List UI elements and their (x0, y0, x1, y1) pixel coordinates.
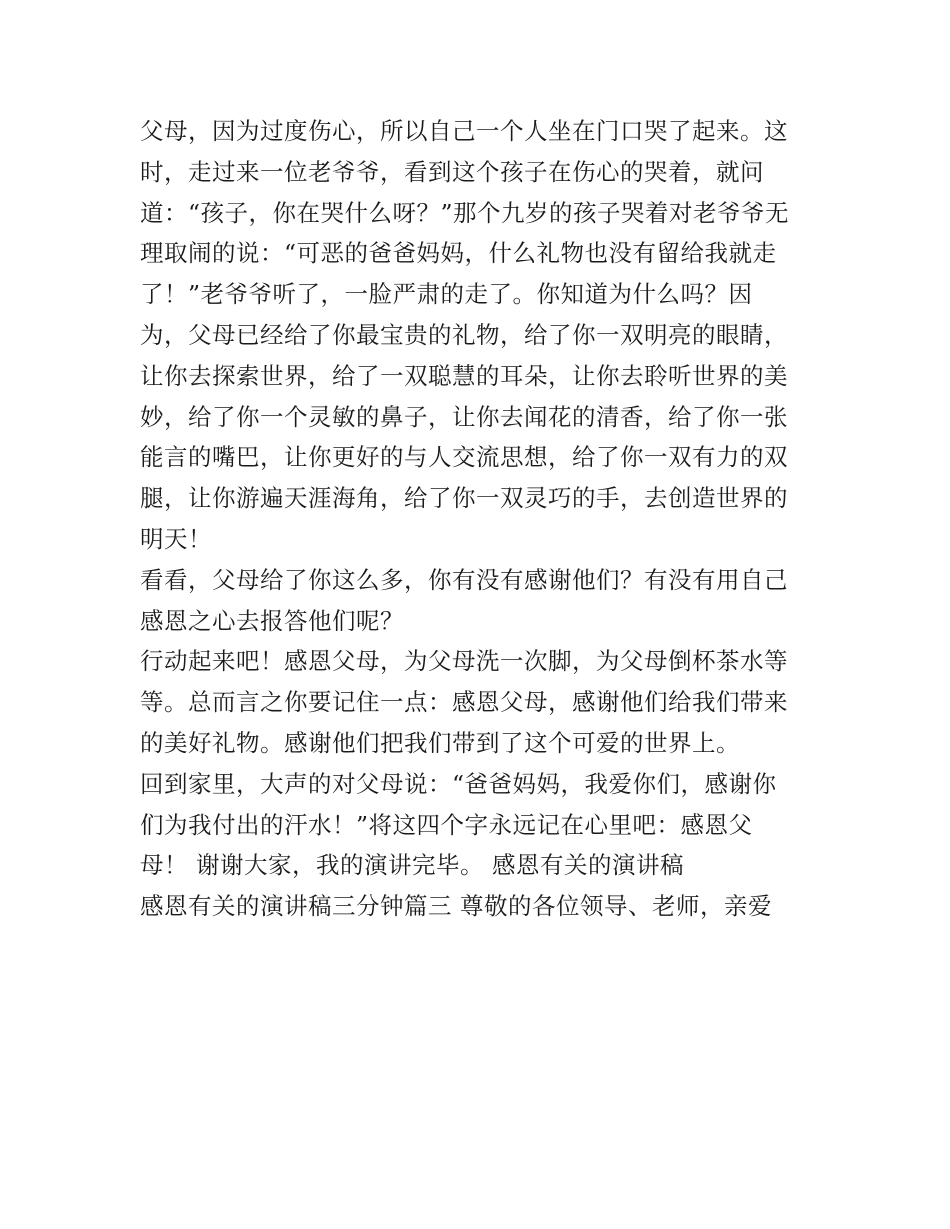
document-body (140, 111, 830, 927)
text-line: 们为我付出的汗水！”将这四个字永远记在心里吧：感恩父 (140, 810, 753, 839)
text-line: 回到家里，大声的对父母说：“爸爸妈妈，我爱你们，感谢你 (140, 769, 777, 798)
text-line: 道：“孩子，你在哭什么呀？”那个九岁的孩子哭着对老爷爷无 (140, 198, 790, 227)
text-line: 明天！ (140, 524, 212, 553)
text-line: 理取闹的说：“可恶的爸爸妈妈，什么礼物也没有留给我就走 (140, 239, 777, 268)
text-line: 的美好礼物。感谢他们把我们带到了这个可爱的世界上。 (140, 728, 740, 757)
text-line: 了！”老爷爷听了，一脸严肃的走了。你知道为什么吗？因 (140, 280, 753, 309)
text-line: 感恩之心去报答他们呢？ (140, 606, 404, 635)
text-line: 为，父母已经给了你最宝贵的礼物，给了你一双明亮的眼睛， (140, 320, 788, 349)
text-line: 母！ 谢谢大家，我的演讲完毕。 感恩有关的演讲稿 (140, 851, 684, 880)
text-line: 让你去探索世界，给了一双聪慧的耳朵，让你去聆听世界的美 (140, 361, 788, 390)
text-line: 感恩有关的演讲稿三分钟篇三 尊敬的各位领导、老师，亲爱 (140, 892, 772, 921)
text-line: 时，走过来一位老爷爷，看到这个孩子在伤心的哭着，就问 (140, 157, 764, 186)
text-line: 能言的嘴巴，让你更好的与人交流思想，给了你一双有力的双 (140, 443, 788, 472)
text-line: 行动起来吧！感恩父母，为父母洗一次脚，为父母倒杯茶水等 (140, 647, 788, 676)
text-line: 等。总而言之你要记住一点：感恩父母，感谢他们给我们带来 (140, 688, 788, 717)
text-line: 父母，因为过度伤心，所以自己一个人坐在门口哭了起来。这 (140, 117, 788, 145)
text-line: 腿，让你游遍天涯海角，给了你一双灵巧的手，去创造世界的 (140, 484, 788, 513)
text-line: 妙，给了你一个灵敏的鼻子，让你去闻花的清香，给了你一张 (140, 402, 788, 431)
text-line: 看看，父母给了你这么多，你有没有感谢他们？有没有用自己 (140, 565, 788, 594)
